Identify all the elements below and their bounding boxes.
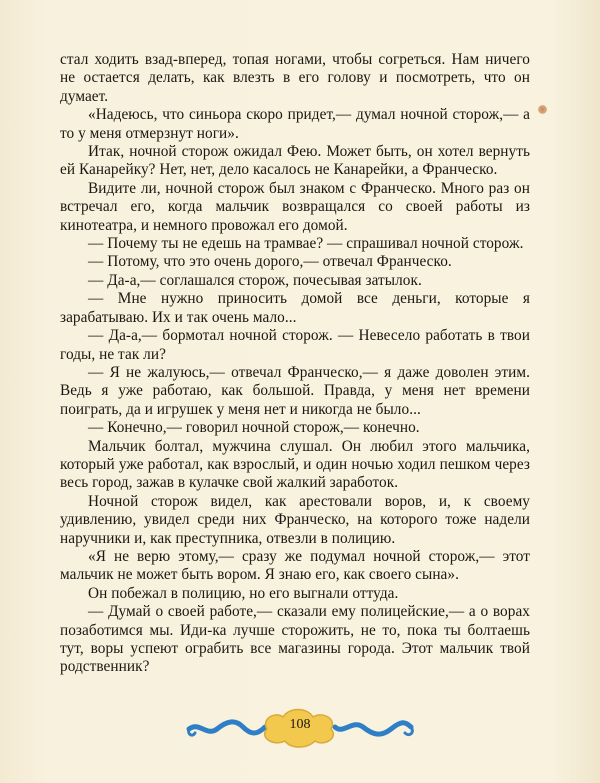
- ink-spot: [538, 105, 547, 114]
- paragraph: Видите ли, ночной сторож был знаком с Франческо. Много раз он встречал его, когда мальчик возвращался со своей работы из кинотеатра, и немного провожал его домой.: [60, 179, 530, 234]
- paragraph: Мальчик болтал, мужчина слушал. Он любил этого мальчика, который уже работал, как взрослый, и один ночью ходил пешком через весь город, зажав в кулачке свой жалкий заработок.: [60, 437, 530, 492]
- paragraph: «Я не верю этому,— сразу же подумал ночной сторож,— этот мальчик не может быть вором. Я знаю его, как своего сына».: [60, 547, 530, 584]
- page-footer: [185, 705, 415, 749]
- paragraph: Ночной сторож видел, как арестовали воров, и, к своему удивлению, увидел среди них Франческо, на которого тоже надели наручники и, как преступника, отвезли в полицию.: [60, 492, 530, 547]
- paragraph: — Почему ты не едешь на трамвае? — спрашивал ночной сторож.: [88, 235, 524, 253]
- body-text: [60, 51, 530, 677]
- paragraph: — Да-а,— соглашался сторож, почесывая затылок.: [88, 271, 422, 289]
- paragraph: — Да-а,— бормотал ночной сторож. — Невесело работать в твои годы, не так ли?: [60, 327, 530, 363]
- paragraph: — Потому, что это очень дорого,— отвечал Франческо.: [88, 253, 452, 271]
- paragraph: — Мне нужно приносить домой все деньги, которые я зарабатываю. Их и так очень мало...: [60, 290, 530, 326]
- paragraph: — Конечно,— говорил ночной сторож,— конечно.: [88, 419, 420, 437]
- paragraph: стал ходить взад-вперед, топая ногами, чтобы согреться. Нам ничего не остается делать, как влезть в его голову и посмотреть, что он думает.: [60, 51, 530, 105]
- paragraph: Итак, ночной сторож ожидал Фею. Может быть, он хотел вернуть ей Канарейку? Нет, нет, дело касалось не Канарейки, а Франческо.: [60, 143, 530, 179]
- paragraph: — Я не жалуюсь,— отвечал Франческо,— я даже доволен этим. Ведь я уже работаю, как большой. Правда, у меня нет времени поиграть, да и игрушек у меня нет и никогда не было...: [60, 363, 530, 418]
- page-number: 108: [289, 717, 311, 732]
- paragraph: «Надеюсь, что синьора скоро придет,— думал ночной сторож,— а то у меня отмерзнут ноги».: [60, 106, 530, 142]
- paragraph: Он побежал в полицию, но его выгнали оттуда.: [88, 584, 399, 602]
- paragraph: — Думай о своей работе,— сказали ему полицейские,— а о ворах позаботимся мы. Иди-ка лучше сторожить, не то, пока ты болтаешь тут, воры успеют ограбить все магазины города. Этот мальчик твой родственник?: [60, 603, 530, 676]
